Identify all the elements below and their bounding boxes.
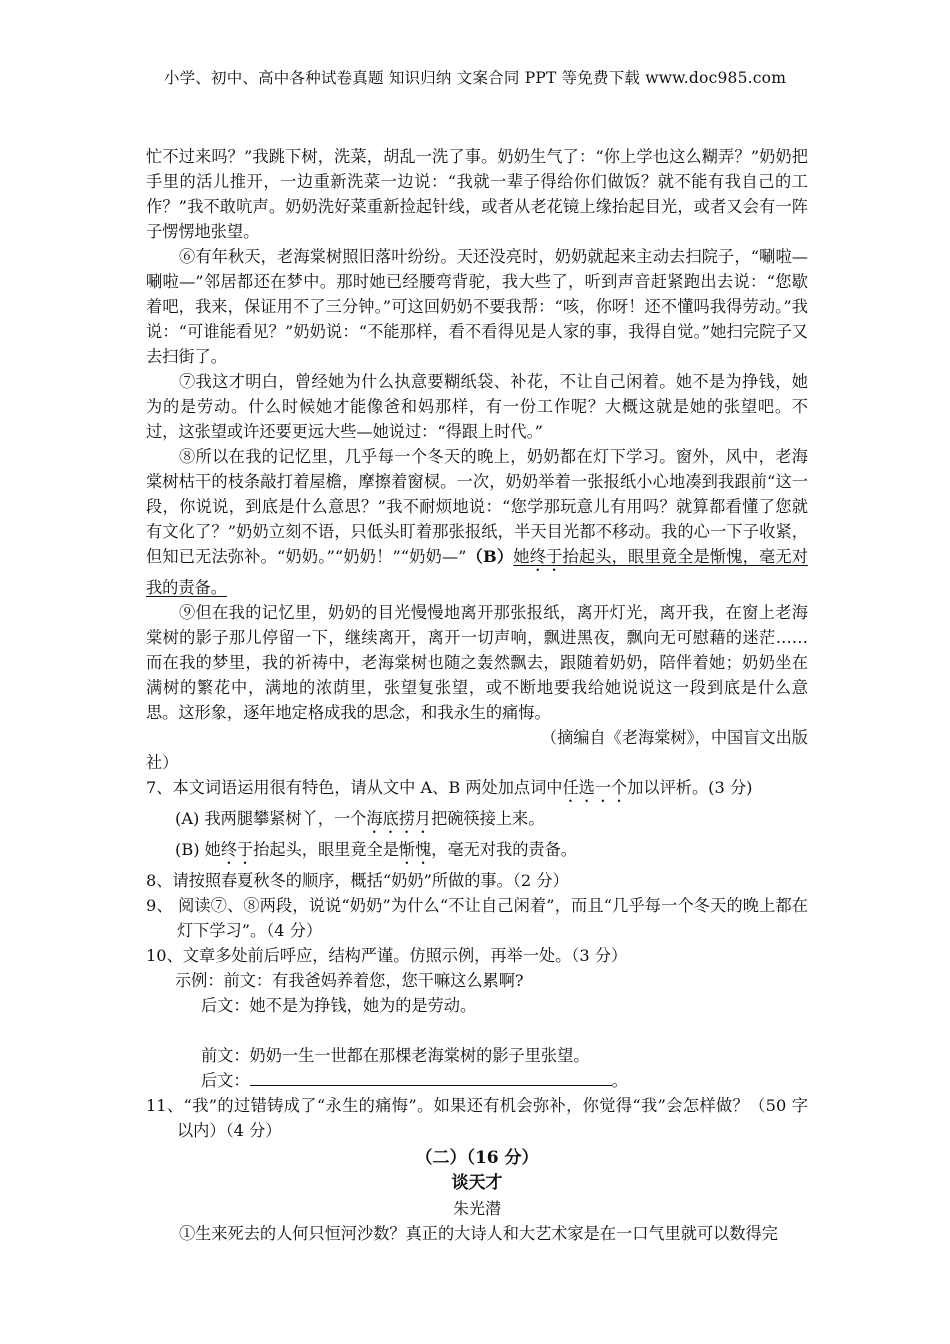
page-header: 小学、初中、高中各种试卷真题 知识归纳 文案合同 PPT 等免费下载 www.doc985.com	[163, 69, 787, 87]
spacer	[146, 1018, 808, 1043]
underlined-sentence: 她终于抬起头，眼里竟全是惭愧，毫无对我的责备。	[146, 547, 808, 597]
question-10-example-back: 后文：她不是为挣钱，她为的是劳动。	[201, 996, 477, 1015]
passage-paragraph-9: ⑨但在我的记忆里，奶奶的目光慢慢地离开那张报纸，离开灯光，离开我，在窗上老海棠树的影子那儿停留一下，继续离开，离开一切声响，飘进黑夜，飘向无可慰藉的迷茫……而在我的梦里，我的祈祷中，老海棠树也随之轰然飘去，跟随着奶奶，陪伴着她；奶奶坐在满树的繁花中，满地的浓荫里，张望复张望，或不断地要我给她说说这一段到底是什么意思。这形象，逐年地定格成我的思念，和我永生的痛悔。	[146, 603, 808, 722]
paragraph-8-text: ⑧所以在我的记忆里，几乎每一个冬天的晚上，奶奶都在灯下学习。窗外，风中，老海棠树枯干的枝条敲打着屋檐，摩擦着窗棂。一次，奶奶举着一张报纸小心地凑到我跟前“这一段，你说说，到底是什么意思？”我不耐烦地说：“您学那玩意儿有用吗？就算都看懂了您就有文化了？”奶奶立刻不语，只低头盯着那张报纸，半天目光都不移动。我的心一下子收紧，但知已无法弥补。“奶奶。”“奶奶！”“奶奶—”	[146, 447, 808, 566]
question-7-option-b: (B) 她终于抬起头，眼里竟全是惭愧，毫无对我的责备。	[175, 840, 577, 859]
question-10-answer-line: 后文： 。	[201, 1071, 628, 1090]
section-2-title: （二）（16 分）	[415, 1148, 539, 1168]
article-paragraph-1: ①生来死去的人何只恒河沙数？真正的大诗人和大艺术家是在一口气里就可以数得完	[179, 1224, 778, 1243]
question-8: 8、请按照春夏秋冬的顺序，概括“奶奶”所做的事。（2 分）	[146, 871, 569, 890]
dotted-word-b2: 惭愧	[398, 840, 432, 859]
dotted-word-a: 海底捞月	[366, 809, 432, 828]
article-title: 谈天才	[451, 1173, 503, 1193]
passage-paragraph-8	[146, 444, 808, 600]
question-7-option-a: (A) 我两腿攀紧树丫，一个海底捞月把碗筷接上来。	[175, 809, 545, 828]
question-10-example-front: 示例：前文：有我爸妈养着您，您干嘛这么累啊?	[175, 971, 524, 990]
question-9: 9、 阅读⑦、⑧两段，说说“奶奶”为什么“不让自己闲着”，而且“几乎每一个冬天的晚上都在灯下学习”。（4 分）	[146, 896, 808, 940]
question-11: 11、“我”的过错铸成了“永生的痛悔”。如果还有机会弥补，你觉得“我”会怎样做？（50 字以内）（4 分）	[146, 1096, 808, 1140]
question-10-front-text: 前文：奶奶一生一世都在那棵老海棠树的影子里张望。	[201, 1046, 590, 1065]
passage-paragraph-6: ⑥有年秋天，老海棠树照旧落叶纷纷。天还没亮时，奶奶就起来主动去扫院子，“唰啦—唰啦—”邻居都还在梦中。那时她已经腰弯背驼，我大些了，听到声音赶紧跑出去说：“您歇着吧，我来，保证用不了三分钟。”可这回奶奶不要我帮：“咳，你呀！还不懂吗我得劳动。”我说：“可谁能看见？”奶奶说：“不能那样，看不看得见是人家的事，我得自觉。”她扫完院子又去扫街了。	[146, 247, 808, 366]
article-author: 朱光潜	[452, 1199, 501, 1218]
passage-paragraph-continuation: 忙不过来吗？”我跳下树，洗菜，胡乱一洗了事。奶奶生气了：“你上学也这么糊弄？”奶奶把手里的活儿推开，一边重新洗菜一边说：“我就一辈子得给你们做饭？就不能有我自己的工作？”我不敢吭声。奶奶洗好菜重新捡起针线，或者从老花镜上缘抬起目光，或者又会有一阵子愣愣地张望。	[146, 147, 808, 241]
dotted-word-zhongyu: 终于	[529, 547, 563, 566]
dotted-word-b1: 终于	[220, 840, 254, 859]
mark-b-label: （B）	[466, 547, 514, 566]
question-10: 10、文章多处前后呼应，结构严谨。仿照示例，再举一处。（3 分）	[146, 946, 628, 965]
question-7: 7、本文词语运用很有特色，请从文中 A、B 两处加点词中任选一个加以评析。(3 分)	[146, 778, 753, 797]
document-body	[146, 144, 808, 1246]
dotted-phrase-renxuan: 任选一个	[562, 778, 628, 797]
source-citation-end: 社）	[146, 753, 179, 772]
source-citation: （摘编自《老海棠树》，中国盲文出版	[540, 728, 808, 747]
passage-paragraph-7: ⑦我这才明白，曾经她为什么执意要糊纸袋、补花，不让自己闲着。她不是为挣钱，她为的是劳动。什么时候她才能像爸和妈那样，有一份工作呢？大概这就是她的张望吧。不过，这张望或许还要更远大些—她说过：“得跟上时代。”	[146, 372, 808, 441]
answer-blank[interactable]	[250, 1069, 612, 1086]
